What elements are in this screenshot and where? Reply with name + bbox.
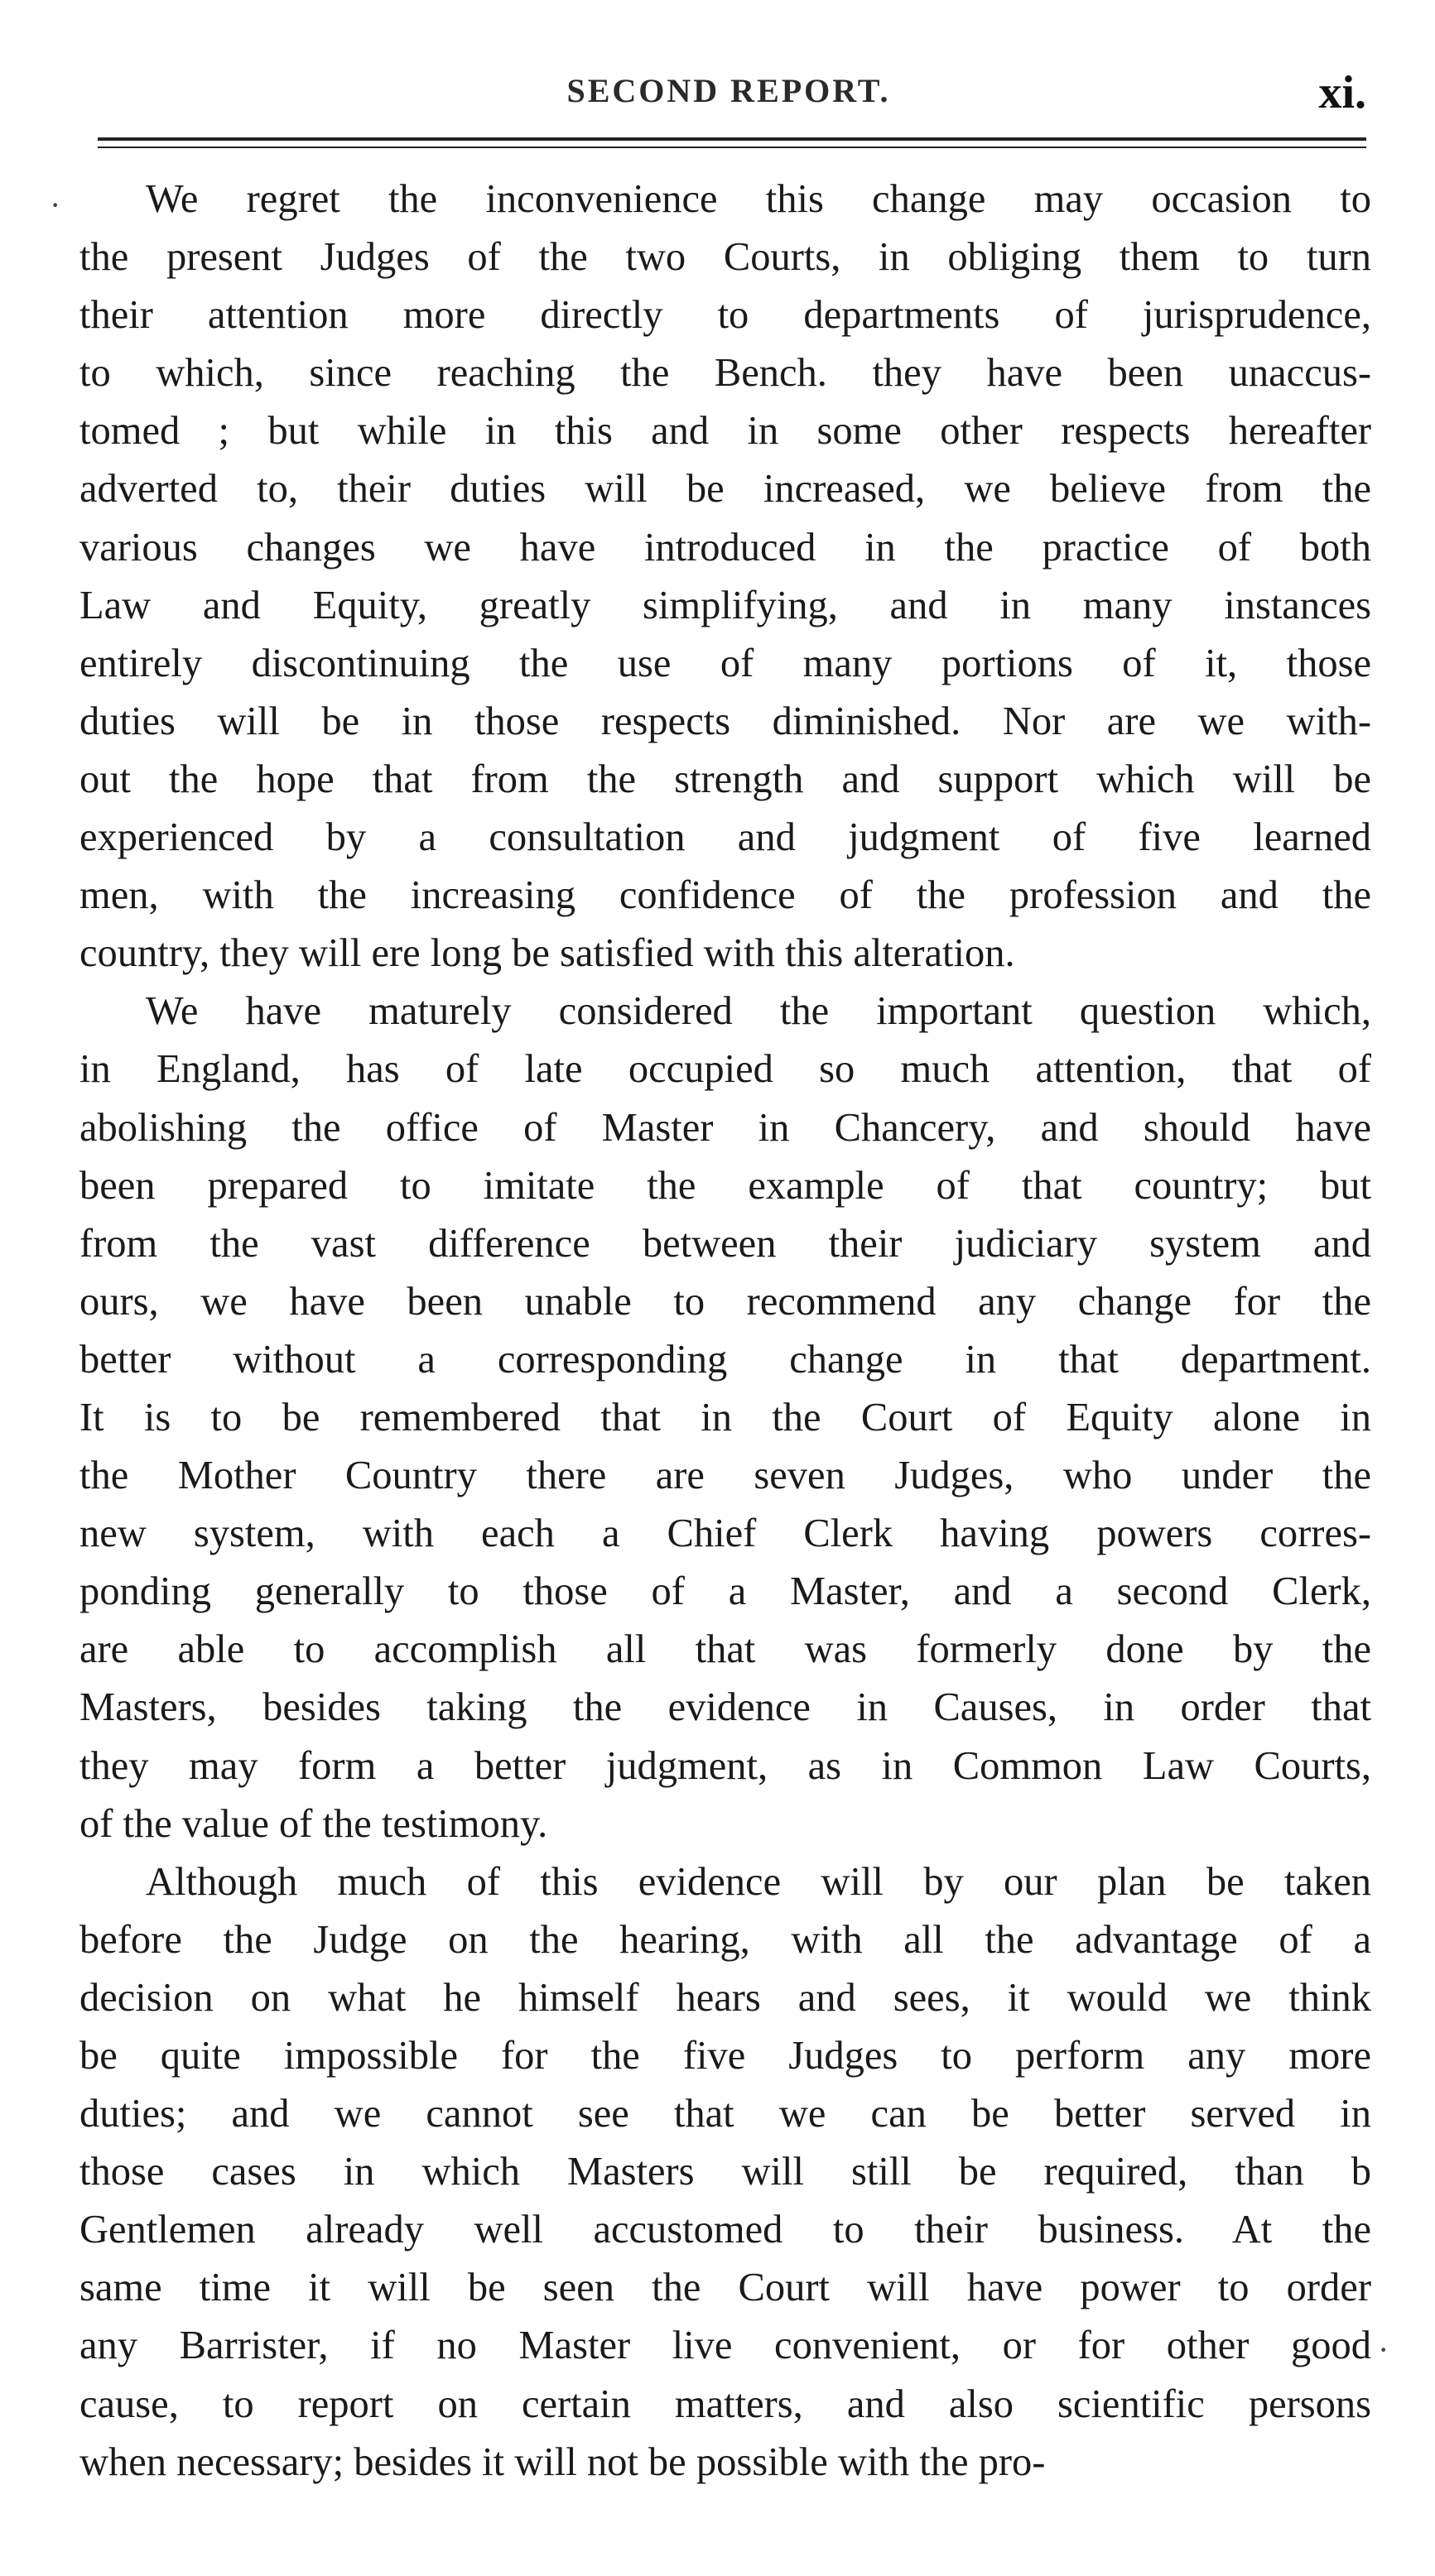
text-line: Masters, besides taking the evidence in Causes, in order that: [79, 1685, 1371, 1730]
text-line: We have maturely considered the important question which,: [146, 989, 1371, 1034]
text-line: their attention more directly to departments of jurisprudence,: [79, 293, 1371, 338]
text-line: before the Judge on the hearing, with all the advantage of a: [79, 1917, 1371, 1962]
text-line: cause, to report on certain matters, and also scientific persons: [79, 2381, 1371, 2426]
text-line: in England, has of late occupied so much attention, that of: [79, 1047, 1371, 1092]
paragraph: [79, 983, 1371, 1853]
margin-dot-mark: ·: [50, 186, 61, 223]
text-line: We regret the inconvenience this change may occasion to: [146, 177, 1371, 221]
text-line: new system, with each a Chief Clerk having powers corres-: [79, 1511, 1371, 1556]
paragraph: [79, 1853, 1371, 2492]
text-line: from the vast difference between their judiciary system and: [79, 1221, 1371, 1266]
text-line: the present Judges of the two Courts, in obliging them to turn: [79, 235, 1371, 280]
text-line: they may form a better judgment, as in Common Law Courts,: [79, 1743, 1371, 1788]
text-line: are able to accomplish all that was formerly done by the: [79, 1627, 1371, 1672]
text-line: Gentlemen already well accustomed to their business. At the: [79, 2208, 1371, 2252]
text-line: tomed ; but while in this and in some other respects hereafter: [79, 409, 1371, 454]
text-line: when necessary; besides it will not be possible with the pro-: [79, 2439, 1046, 2484]
text-line: those cases in which Masters will still be required, than b: [79, 2150, 1371, 2194]
text-line: duties will be in those respects diminished. Nor are we with-: [79, 699, 1371, 743]
header-rule-thick: [98, 137, 1366, 141]
text-line: experienced by a consultation and judgment of five learned: [79, 815, 1371, 860]
text-line: out the hope that from the strength and support which will be: [79, 757, 1371, 801]
margin-dot-mark: ·: [1378, 2331, 1389, 2368]
text-line: any Barrister, if no Master live convenient, or for other good: [79, 2324, 1371, 2368]
text-line: abolishing the office of Master in Chancery, and should have: [79, 1105, 1371, 1150]
text-line: various changes we have introduced in the practice of both: [79, 525, 1371, 570]
text-line: to which, since reaching the Bench. they have been unaccus-: [79, 351, 1371, 396]
header-rule-thin: [98, 147, 1366, 148]
page-number: xi.: [1318, 67, 1366, 118]
text-line: ours, we have been unable to recommend any change for the: [79, 1279, 1371, 1324]
text-line: of the value of the testimony.: [79, 1801, 548, 1846]
paragraph: [79, 171, 1371, 983]
text-line: been prepared to imitate the example of that country; but: [79, 1163, 1371, 1208]
text-line: be quite impossible for the five Judges to perform any more: [79, 2034, 1371, 2078]
text-line: Law and Equity, greatly simplifying, and in many instances: [79, 583, 1371, 627]
text-line: duties; and we cannot see that we can be better served in: [79, 2092, 1371, 2136]
text-line: men, with the increasing confidence of the profession and the: [79, 873, 1371, 918]
text-line: Although much of this evidence will by our plan be taken: [146, 1859, 1371, 1904]
text-line: ponding generally to those of a Master, and a second Clerk,: [79, 1569, 1371, 1614]
text-line: same time it will be seen the Court will have power to order: [79, 2266, 1371, 2310]
text-line: better without a corresponding change in that department.: [79, 1337, 1371, 1382]
running-title: SECOND REPORT.: [566, 72, 891, 109]
text-line: decision on what he himself hears and sees, it would we think: [79, 1975, 1371, 2020]
text-line: country, they will ere long be satisfied with this alteration.: [79, 931, 1015, 976]
text-line: the Mother Country there are seven Judges, who under the: [79, 1454, 1371, 1498]
text-line: It is to be remembered that in the Court of Equity alone in: [79, 1395, 1371, 1439]
text-line: adverted to, their duties will be increased, we believe from the: [79, 467, 1371, 512]
running-head: [91, 66, 1366, 124]
text-line: entirely discontinuing the use of many portions of it, those: [79, 641, 1371, 685]
body-text: [79, 171, 1371, 2492]
